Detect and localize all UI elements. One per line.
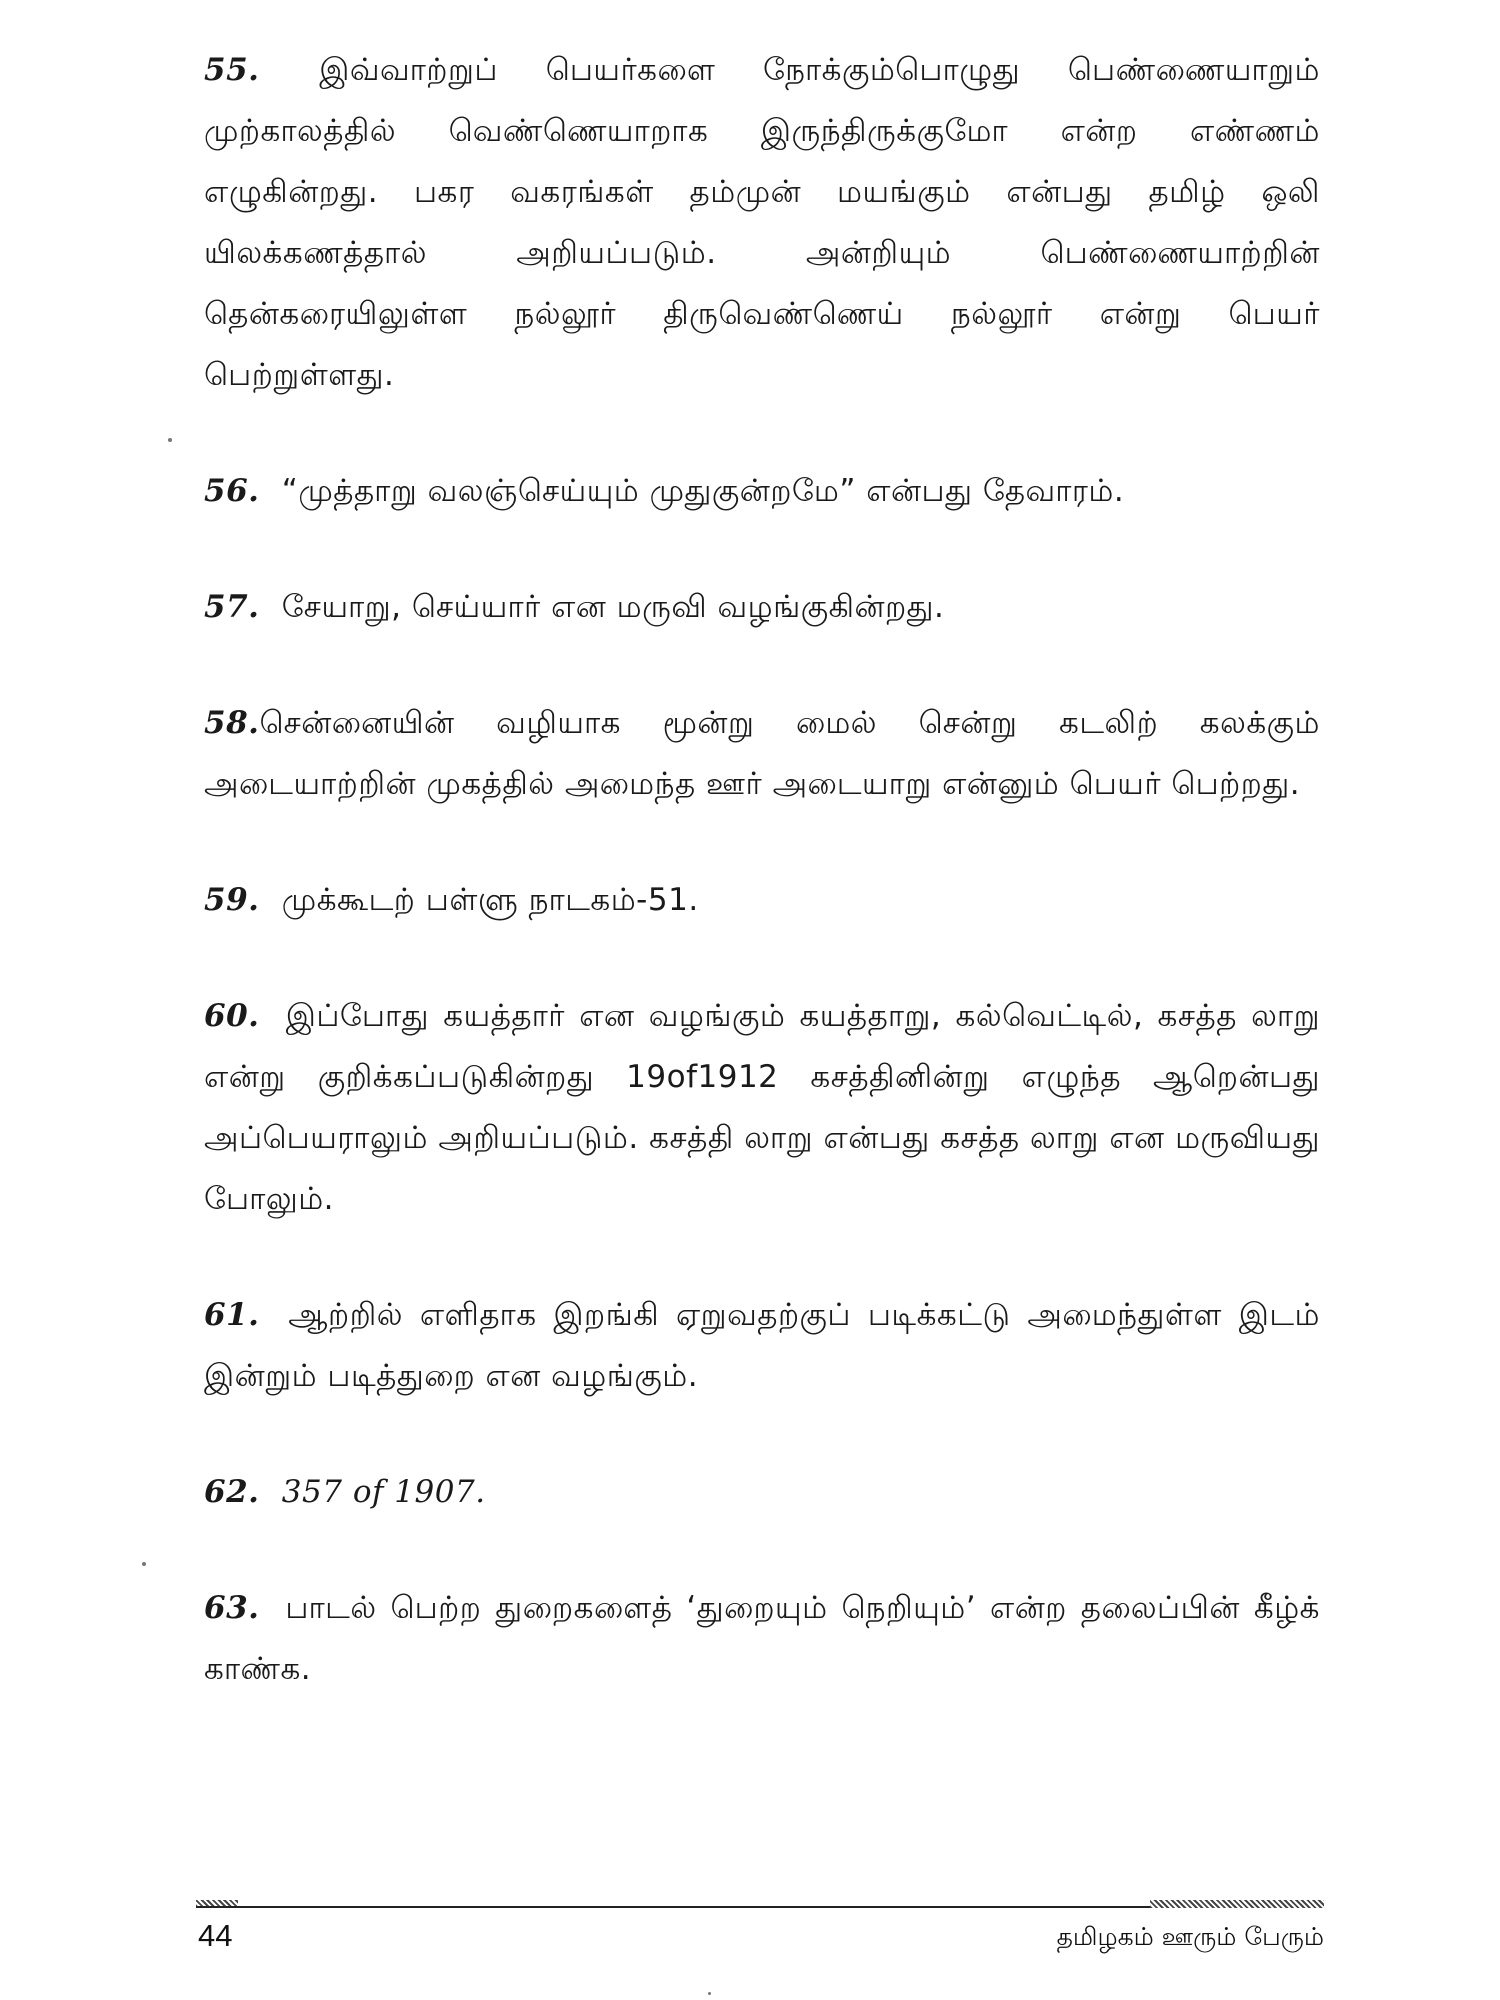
- endnote-number: 58.: [204, 705, 260, 741]
- endnote-text: இவ்வாற்றுப் பெயர்களை நோக்கும்பொழுது பெண்ணையாறும் முற்காலத்தில் வெண்ணெயாறாக இருந்திருக்குமோ என்ற எண்ணம் எழுகின்றது. பகர வகரங்கள் தம்முன் மயங்கும் என்பது தமிழ் ஒலி யிலக்கணத்தால் அறியப்படும். அன்றியும் பெண்ணையாற்றின் தென்கரையிலுள்ள நல்லூர் திருவெண்ணெய் நல்லூர் என்று பெயர் பெற்றுள்ளது.: [204, 52, 1320, 393]
- endnote-number: 56.: [204, 473, 260, 509]
- endnote-text: சென்னையின் வழியாக மூன்று மைல் சென்று கடலிற் கலக்கும் அடையாற்றின் முகத்தில் அமைந்த ஊர் அடையாறு என்னும் பெயர் பெற்றது.: [204, 705, 1320, 802]
- endnote-59: [204, 870, 1320, 931]
- endnote-63: [204, 1578, 1320, 1700]
- endnote-text: இப்போது கயத்தார் என வழங்கும் கயத்தாறு, கல்வெட்டில், கசத்த லாறு என்று குறிக்கப்படுகின்றது 19of1912 கசத்தினின்று எழுந்த ஆறென்பது அப்பெயராலும் அறியப்படும். கசத்தி லாறு என்பது கசத்த லாறு என மருவியது போலும்.: [204, 998, 1320, 1217]
- endnote-text: சேயாறு, செய்யார் என மருவி வழங்குகின்றது.: [281, 589, 945, 625]
- scan-speck: [168, 438, 172, 442]
- scan-speck: [142, 1562, 146, 1566]
- endnote-57: [204, 577, 1320, 638]
- endnotes-list: [204, 40, 1320, 1755]
- running-title: தமிழகம் ஊரும் பேரும்: [1056, 1922, 1324, 1951]
- endnote-text: பாடல் பெற்ற துறைகளைத் ‘துறையும் நெறியும்’ என்ற தலைப்பின் கீழ்க் காண்க.: [204, 1590, 1320, 1687]
- endnote-number: 63.: [204, 1590, 260, 1626]
- endnote-number: 61.: [204, 1297, 260, 1333]
- endnote-56: [204, 461, 1320, 522]
- endnote-number: 59.: [204, 882, 260, 918]
- endnote-55: [204, 40, 1320, 406]
- endnote-58: [204, 693, 1320, 815]
- endnote-number: 62.: [204, 1474, 260, 1510]
- endnote-61: [204, 1285, 1320, 1407]
- endnote-text: ஆற்றில் எளிதாக இறங்கி ஏறுவதற்குப் படிக்கட்டு அமைந்துள்ள இடம் இன்றும் படித்துறை என வழங்கும்.: [204, 1297, 1320, 1394]
- page-number: 44: [198, 1918, 233, 1953]
- endnote-text: முக்கூடற் பள்ளு நாடகம்-51.: [281, 882, 699, 918]
- endnote-number: 57.: [204, 589, 260, 625]
- endnote-text: 357 of 1907.: [281, 1474, 486, 1510]
- footer-hatch-right: [1150, 1900, 1324, 1908]
- endnote-60: [204, 986, 1320, 1230]
- endnote-62: [204, 1462, 1320, 1523]
- endnote-number: 60.: [204, 998, 260, 1034]
- endnote-number: 55.: [204, 52, 260, 88]
- scan-speck: [708, 1992, 711, 1995]
- endnote-text: “முத்தாறு வலஞ்செய்யும் முதுகுன்றமே” என்பது தேவாரம்.: [281, 473, 1125, 509]
